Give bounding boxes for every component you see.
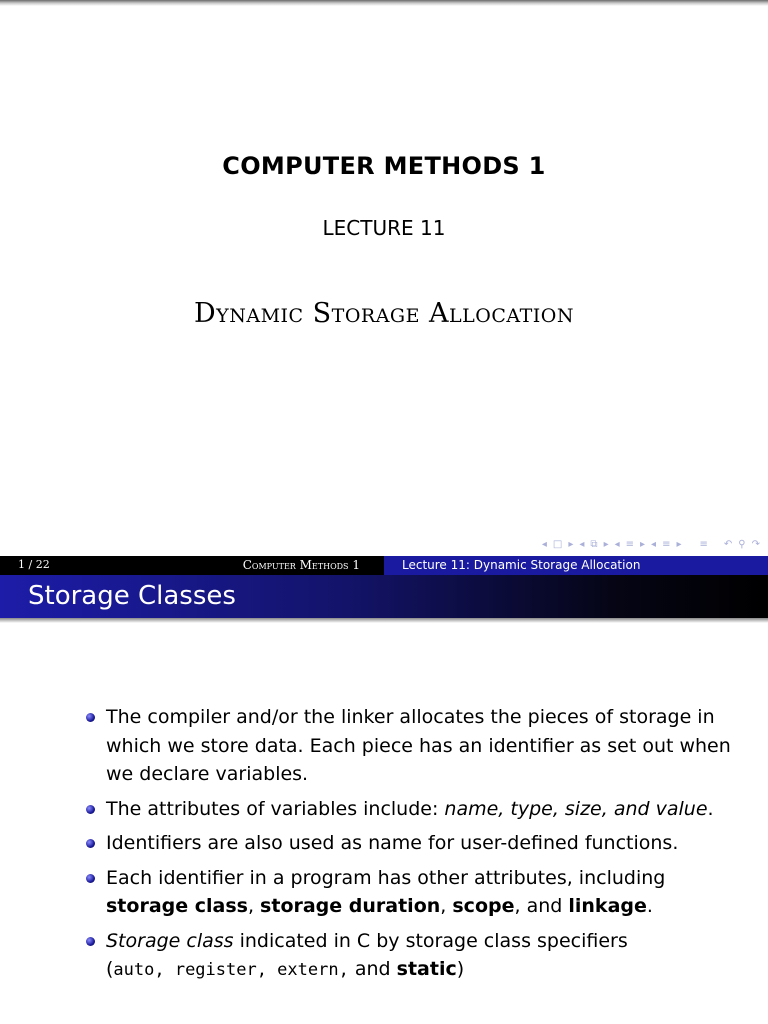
bullet-emphasis: Storage class <box>106 929 234 952</box>
bullet-text: The attributes of variables include: <box>106 797 445 820</box>
subsection-icon[interactable]: ≡ <box>662 538 671 550</box>
bullet-text: Identifiers are also used as name for user-defined functions. <box>106 832 679 854</box>
back-icon[interactable]: ↶ <box>723 538 733 550</box>
slide-footer <box>0 556 768 575</box>
prev-subsection-icon[interactable]: ◂ <box>651 538 657 550</box>
bullet-icon <box>86 937 95 946</box>
bullet-icon <box>86 805 95 814</box>
bullet-bold: linkage <box>568 895 647 917</box>
bullet-text: , <box>247 895 261 917</box>
bullet-text: . <box>646 895 653 917</box>
search-icon[interactable]: ⚲ <box>738 538 746 550</box>
footer-course: Computer Methods 1 <box>242 558 360 572</box>
next-section-icon[interactable]: ▸ <box>640 538 646 550</box>
bullet-text: Each identifier in a program has other attributes, including <box>106 866 666 889</box>
frame-title-shadow <box>0 618 768 623</box>
list-item <box>86 927 736 985</box>
bullet-icon <box>86 874 95 883</box>
bullet-list <box>86 703 736 991</box>
slide-icon[interactable]: □ <box>552 538 563 550</box>
list-item <box>86 703 736 789</box>
prev-section-icon[interactable]: ◂ <box>614 538 620 550</box>
align-icon[interactable]: ≡ <box>699 538 708 550</box>
footer-left <box>0 556 384 575</box>
beamer-navigation-bar <box>542 536 760 552</box>
prev-frame-icon[interactable]: ◂ <box>579 538 585 550</box>
bullet-code: auto, register, extern, <box>113 960 349 980</box>
course-title: COMPUTER METHODS 1 <box>222 152 546 180</box>
prev-slide-icon[interactable]: ◂ <box>541 538 547 550</box>
bullet-text: , <box>440 895 453 917</box>
bullet-text: , and <box>514 895 569 917</box>
forward-icon[interactable]: ↷ <box>751 538 760 550</box>
list-item <box>86 864 736 921</box>
bullet-text: ( <box>106 958 114 980</box>
bullet-text: The compiler and/or the linker allocates the pieces of storage in which we store data. Each piece has an identifier as set out when we declare variables. <box>106 706 731 785</box>
bullet-emphasis: name, type, size, and value <box>444 797 708 820</box>
page-counter: 1 / 22 <box>18 558 50 571</box>
bullet-icon <box>86 839 95 848</box>
next-slide-icon[interactable]: ▸ <box>568 538 574 550</box>
bullet-bold: storage class <box>106 895 248 917</box>
bullet-text: . <box>707 797 714 820</box>
bullet-bold: static <box>396 958 457 980</box>
section-icon[interactable]: ≡ <box>625 538 635 550</box>
next-subsection-icon[interactable]: ▸ <box>676 538 682 550</box>
bullet-bold: scope <box>452 895 515 917</box>
bullet-bold: storage duration <box>260 895 441 917</box>
bullet-text: and <box>348 958 397 980</box>
next-frame-icon[interactable]: ▸ <box>603 538 609 550</box>
bullet-icon <box>86 713 95 722</box>
frame-icon[interactable]: ⧉ <box>590 538 598 550</box>
list-item <box>86 795 736 824</box>
bullet-text: ) <box>456 958 465 980</box>
bullet-text: indicated in C by storage class specifiers <box>233 929 628 952</box>
presentation-title: Dynamic Storage Allocation <box>194 298 574 329</box>
lecture-number: LECTURE 11 <box>322 216 446 240</box>
footer-lecture: Lecture 11: Dynamic Storage Allocation <box>384 556 768 575</box>
list-item <box>86 829 736 858</box>
frame-title: Storage Classes <box>0 575 768 618</box>
